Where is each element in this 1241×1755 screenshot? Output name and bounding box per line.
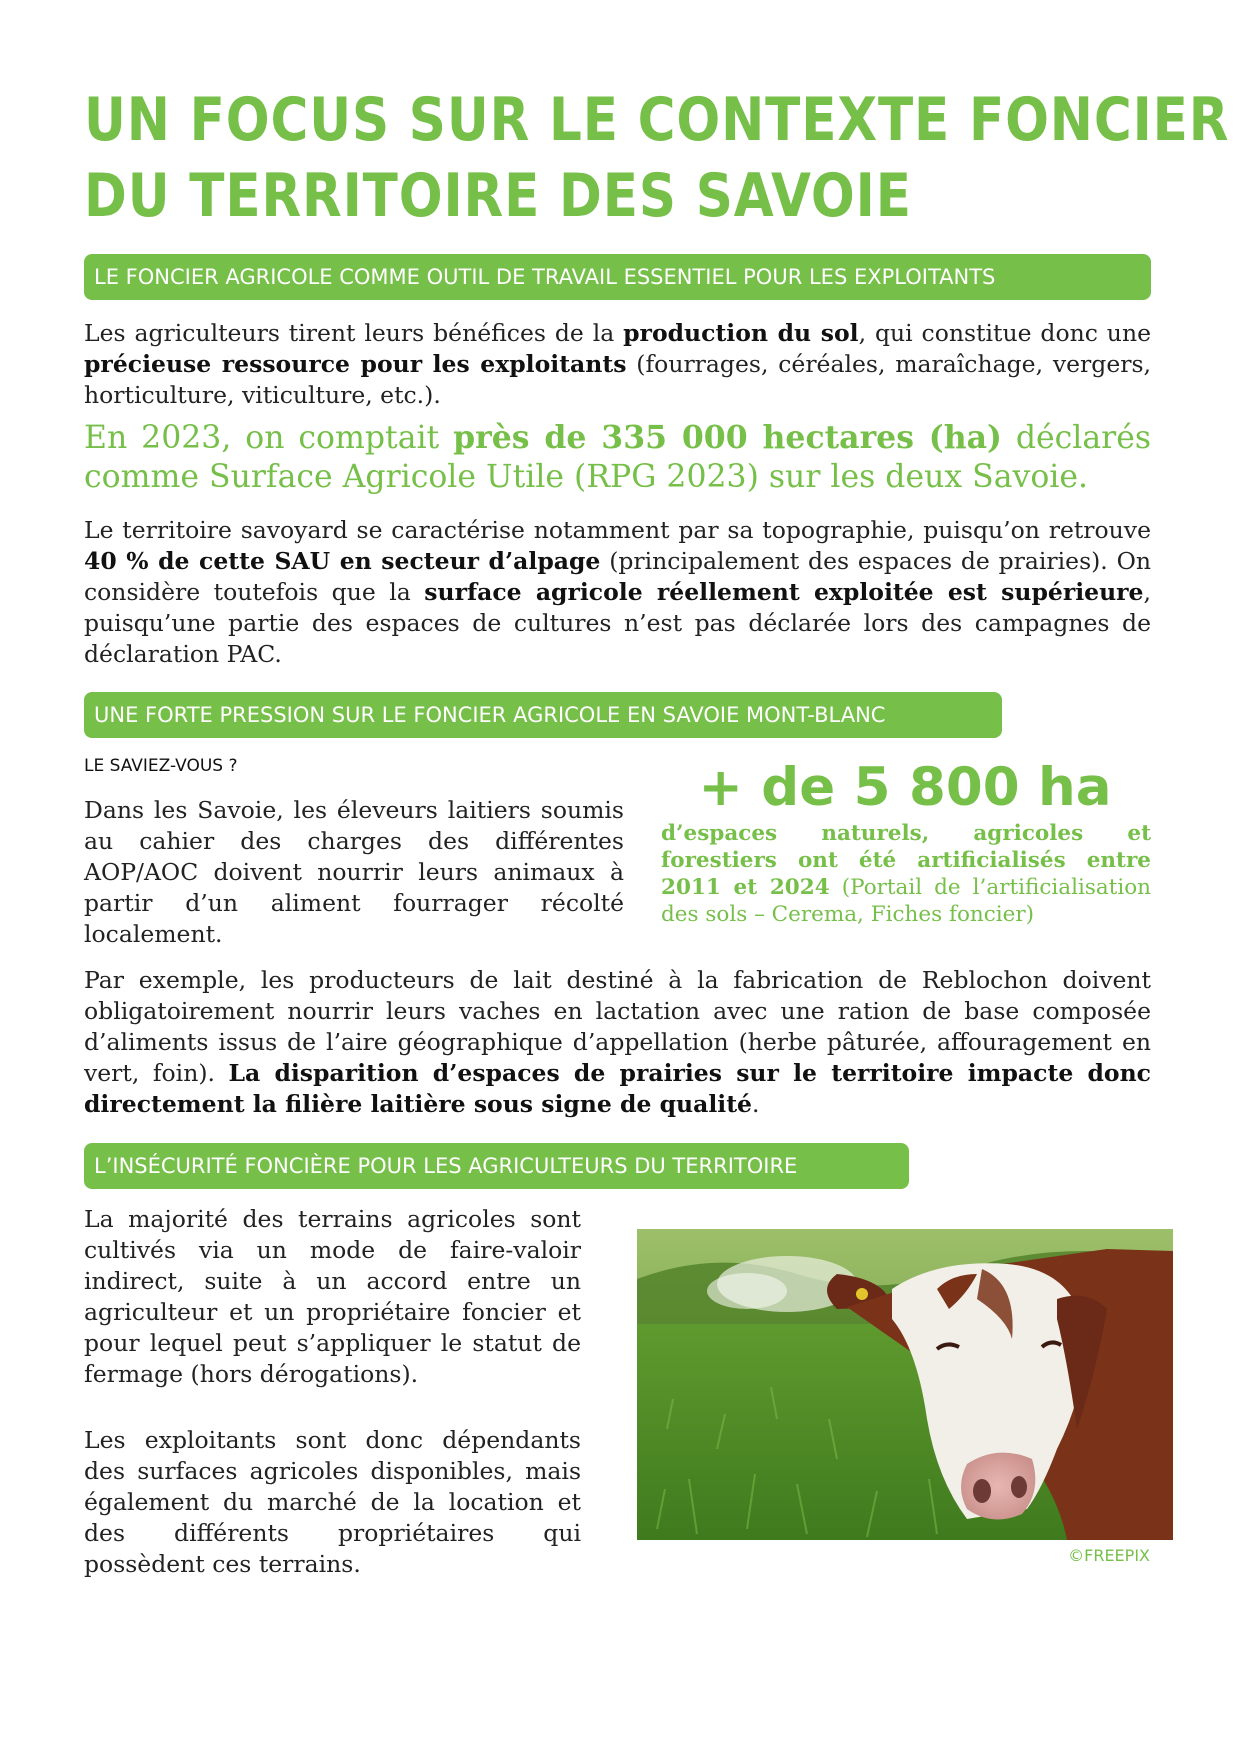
section-banner-pression-fonciere: UNE FORTE PRESSION SUR LE FONCIER AGRICOLE EN SAVOIE MONT-BLANC [84,692,1002,738]
cow-photo [637,1229,1173,1540]
text-run: (principalement des espaces de prairies). On considère toutefois que la [84,547,1151,606]
bold-text-run: 40 % de cette SAU en secteur d’alpage [84,547,601,575]
text-run: (fourrages, céréales, maraîchage, vergers, horticulture, viticulture, etc.). [84,350,1152,409]
section-banner-insecurite-fonciere: L’INSÉCURITÉ FONCIÈRE POUR LES AGRICULTEURS DU TERRITOIRE [84,1143,909,1189]
bold-text-run: production du sol [623,319,859,347]
text-run: Les agriculteurs tirent leurs bénéfices de la [84,319,624,347]
highlight-sau-statement [84,418,1151,497]
intro-paragraph [84,318,1151,411]
dependance-paragraph: Les exploitants sont donc dépendants des surfaces agricoles disponibles, mais également du marché de la location et des différents propriétaires qui possèdent ces terrains. [84,1426,581,1578]
page-title [84,82,1230,234]
artificialisation-stat-value: + de 5 800 ha [698,757,1112,818]
photo-credit: ©FREEPIX [1068,1546,1150,1565]
did-you-know-text: Dans les Savoie, les éleveurs laitiers soumis au cahier des charges des différentes AOP/AOC doivent nourrir leurs animaux à partir d’un aliment fourrager récolté localement. [84,796,624,948]
section-banner-foncier-agricole: LE FONCIER AGRICOLE COMME OUTIL DE TRAVAIL ESSENTIEL POUR LES EXPLOITANTS [84,254,1151,300]
text-run: Le territoire savoyard se caractérise notamment par sa topographie, puisqu’on retrouve [84,516,1151,544]
reblochon-paragraph [84,965,1151,1120]
title-line-1: UN FOCUS SUR LE CONTEXTE FONCIER [84,85,1230,155]
bold-text-run: d’espaces naturels, agricoles et forestiers ont été artificialisés entre 2011 et 2024 [661,821,1151,900]
did-you-know-label: LE SAVIEZ-VOUS ? [84,756,238,776]
bold-text-run: surface agricole réellement exploitée est supérieure [424,578,1144,606]
bold-text-run: près de 335 000 hectares (ha) [453,419,1002,456]
text-run: Par exemple, les producteurs de lait destiné à la fabrication de Reblochon doivent obligatoirement nourrir leurs vaches en lactation avec une ration de base composée d’aliments issus de l’aire géographique d’appellation (herbe pâturée, affouragement en vert, foin). [84,966,1151,1087]
topography-paragraph [84,515,1151,670]
bold-text-run: La disparition d’espaces de prairies sur le territoire impacte donc directement la filière laitière sous signe de qualité [84,1059,1151,1118]
text-run: (Portail de l’artificialisation des sols – Cerema, Fiches foncier) [661,875,1151,927]
faire-valoir-paragraph: La majorité des terrains agricoles sont cultivés via un mode de faire-valoir indirect, suite à un accord entre un agriculteur et un propriétaire foncier et pour lequel peut s’appliquer le statut de fermage (hors dérogations). [84,1205,581,1388]
text-run: déclarés comme Surface Agricole Utile (RPG 2023) sur les deux Savoie. [84,420,1152,495]
title-line-2: DU TERRITOIRE DES SAVOIE [84,161,912,231]
bold-text-run: précieuse ressource pour les exploitants [84,350,627,378]
text-run: , puisqu’une partie des espaces de cultures n’est pas déclarée lors des campagnes de déclaration PAC. [84,578,1151,668]
text-run: , qui constitue donc une [858,319,1151,347]
artificialisation-stat-description [661,820,1151,928]
text-run: En 2023, on comptait [84,420,454,456]
text-run: . [752,1090,760,1118]
